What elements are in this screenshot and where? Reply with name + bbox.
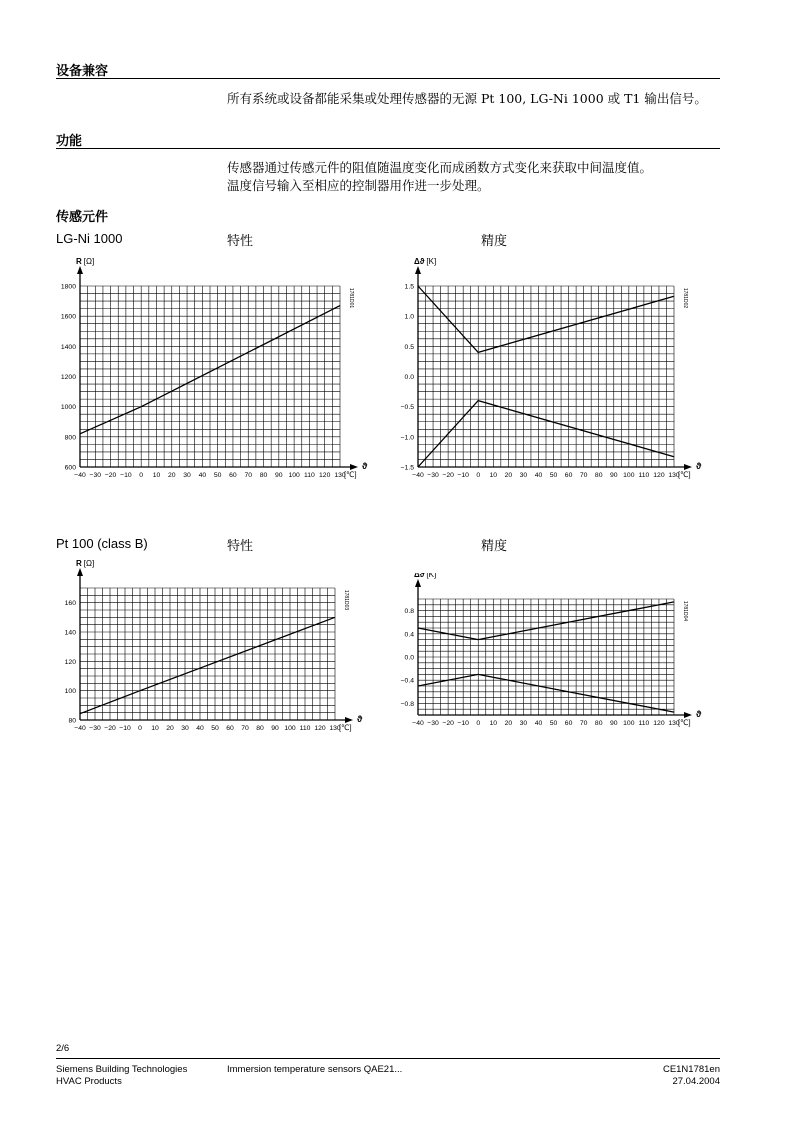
heading-function: 功能 [56,134,83,149]
y-tick-label: 1.0 [404,313,414,321]
y-tick-label: 100 [64,688,76,696]
x-tick-label: 130 [329,725,341,732]
y-tick-label: 80 [68,717,76,725]
y-axis-title [76,559,94,568]
y-tick-label: 1800 [60,283,76,291]
x-tick-label: −40 [412,720,424,727]
x-tick-label: 120 [653,472,665,479]
x-tick-label: 80 [594,720,603,727]
chart-layer [401,573,702,727]
x-tick-label: 30 [181,725,189,732]
chart-id: 1781D01 [348,287,354,309]
x-tick-label: 40 [534,720,543,727]
heading-compatibility: 设备兼容 [56,64,109,79]
chart-id: 1781D02 [682,287,688,309]
y-tick-label: 800 [64,434,76,442]
x-tick-label: −10 [457,720,469,727]
x-tick-label: 40 [534,472,543,479]
y-tick-label: 1000 [60,404,76,412]
x-tick-label: 60 [229,472,237,479]
x-tick-label: −40 [74,472,86,479]
x-tick-label: 100 [288,472,300,479]
y-axis-title [414,573,436,579]
footer-date: 27.04.2004 [672,1076,720,1087]
compatibility-text: 所有系统或设备都能采集或处理传感器的无源 Pt 100, LG-Ni 1000 或 T1 输出信号。 [227,91,707,106]
x-tick-label: 80 [259,472,268,479]
x-tick-label: 50 [549,472,558,479]
x-tick-label: 110 [638,720,650,727]
x-tick-label: 50 [211,725,219,732]
x-tick-label: 130 [334,472,346,479]
x-tick-label: 10 [151,725,159,732]
x-axis-unit: [℃] [339,723,352,732]
page-number: 2/6 [56,1043,70,1054]
lg-ni-characteristic-chart [50,250,380,490]
x-tick-label: 70 [241,725,249,732]
x-tick-label: 120 [653,720,665,727]
y-axis-symbol: R [76,257,82,266]
x-tick-label: 0 [476,472,481,479]
accuracy-label: 精度 [481,234,508,249]
y-axis-unit: [K] [426,257,437,266]
y-tick-label: −0.5 [400,404,414,412]
y-tick-label: −1.5 [400,464,414,472]
x-tick-label: 40 [196,725,204,732]
x-tick-label: 20 [504,472,513,479]
y-tick-label: −0.8 [400,700,414,708]
x-tick-label: 130 [668,720,680,727]
grid [418,599,674,715]
x-tick-label: −30 [89,472,102,479]
x-tick-label: 90 [271,725,279,732]
y-axis-symbol: Δϑ [414,257,425,266]
x-tick-label: 120 [319,472,331,479]
footer-doc-title: Immersion temperature sensors QAE21... [227,1064,403,1075]
x-tick-label: −30 [427,472,439,479]
x-tick-label: −20 [442,720,454,727]
x-tick-label: 10 [489,720,498,727]
footer-doc-id: CE1N1781en [662,1064,720,1075]
y-axis-symbol: Δϑ [414,573,425,579]
x-tick-label: −20 [104,472,117,479]
chart-id: 1781D04 [682,600,688,622]
chart-layer [65,559,363,732]
y-axis-symbol: R [76,559,82,568]
footer-company-2: HVAC Products [56,1076,122,1087]
y-tick-label: 1600 [60,313,76,321]
y-tick-label: −0.4 [400,677,414,685]
x-tick-label: 100 [284,725,296,732]
characteristic-label: 特性 [227,234,254,249]
x-axis-title: ϑ [696,461,702,471]
chart-layer [401,257,702,479]
footer-company-1: Siemens Building Technologies [56,1064,188,1075]
x-tick-label: 20 [167,472,176,479]
divider [56,148,720,149]
y-axis-title [76,257,94,266]
y-tick-label: −1.0 [400,434,414,442]
pt100-characteristic-chart [50,555,380,745]
y-tick-label: 0.0 [404,374,414,381]
x-tick-label: 10 [489,472,498,479]
x-tick-label: 110 [299,725,311,732]
x-tick-label: −10 [120,472,132,479]
x-tick-label: −10 [457,472,469,479]
y-axis-unit: [K] [426,573,437,579]
x-tick-label: 90 [609,720,618,727]
x-tick-label: 30 [183,472,191,479]
grid [418,286,674,467]
x-tick-label: −20 [104,725,116,732]
x-tick-label: 10 [152,472,161,479]
x-tick-label: 50 [549,720,558,727]
y-tick-label: 120 [64,658,76,666]
x-tick-label: 100 [623,472,635,479]
x-tick-label: 50 [213,472,222,479]
lg-ni-accuracy-chart [392,250,722,490]
y-tick-label: 1.5 [404,283,414,291]
y-axis-arrow-icon [415,579,421,587]
x-tick-label: 60 [564,720,573,727]
x-axis-unit: [℃] [344,470,357,479]
y-tick-label: 160 [64,600,76,608]
x-tick-label: −10 [119,725,131,732]
y-axis-arrow-icon [77,266,83,274]
heading-sensing-element: 传感元件 [56,210,109,225]
divider [56,78,720,79]
chart-id: 1781D03 [343,589,349,611]
accuracy-label: 精度 [481,539,508,554]
y-tick-label: 0.5 [404,343,414,351]
grid [80,588,335,720]
y-tick-label: 0.4 [404,631,414,639]
x-tick-label: 30 [519,720,528,727]
x-tick-label: 70 [579,472,588,479]
chart-layer [61,257,368,479]
x-tick-label: −30 [427,720,439,727]
x-tick-label: −30 [89,725,101,732]
x-tick-label: −40 [74,725,86,732]
x-tick-label: 70 [579,720,588,727]
x-tick-label: 70 [244,472,253,479]
x-tick-label: 60 [226,725,234,732]
x-tick-label: 90 [275,472,283,479]
pt100-accuracy-chart [392,573,722,745]
y-axis-arrow-icon [77,568,83,576]
y-tick-label: 1200 [60,374,76,381]
y-tick-label: 600 [64,464,76,472]
x-tick-label: 80 [594,472,603,479]
x-tick-label: −20 [442,472,454,479]
x-tick-label: 40 [198,472,207,479]
x-tick-label: 0 [476,720,481,727]
x-axis-title: ϑ [357,714,363,724]
y-tick-label: 140 [64,629,76,637]
x-tick-label: −40 [412,472,424,479]
characteristic-label: 特性 [227,539,254,554]
y-tick-label: 1400 [60,343,76,351]
x-tick-label: 20 [166,725,174,732]
x-tick-label: 130 [668,472,680,479]
x-tick-label: 0 [139,472,144,479]
group-name-lg-ni-1000: LG-Ni 1000 [56,231,123,246]
y-tick-label: 0.0 [404,654,414,662]
x-tick-label: 120 [314,725,326,732]
footer-divider [56,1058,720,1059]
x-axis-title: ϑ [362,461,368,471]
x-tick-label: 30 [519,472,528,479]
x-tick-label: 110 [303,472,315,479]
y-axis-unit: [Ω] [83,559,95,568]
x-tick-label: 80 [256,725,264,732]
y-axis-unit: [Ω] [83,257,95,266]
y-axis-arrow-icon [415,266,421,274]
x-axis-title: ϑ [696,709,702,719]
y-tick-label: 0.8 [404,608,414,616]
x-tick-label: 60 [564,472,573,479]
y-axis-title [414,257,436,266]
x-tick-label: 110 [638,472,650,479]
grid [80,286,340,467]
x-tick-label: 100 [623,720,635,727]
x-axis-unit: [℃] [678,718,691,727]
function-text-line-1: 传感器通过传感元件的阻值随温度变化而成函数方式变化来获取中间温度值。 [227,160,653,175]
x-tick-label: 20 [504,720,513,727]
x-axis-unit: [℃] [678,470,691,479]
function-text-line-2: 温度信号输入至相应的控制器用作进一步处理。 [227,178,490,193]
x-tick-label: 0 [138,725,142,732]
x-tick-label: 90 [609,472,618,479]
group-name-pt100: Pt 100 (class B) [56,536,148,551]
